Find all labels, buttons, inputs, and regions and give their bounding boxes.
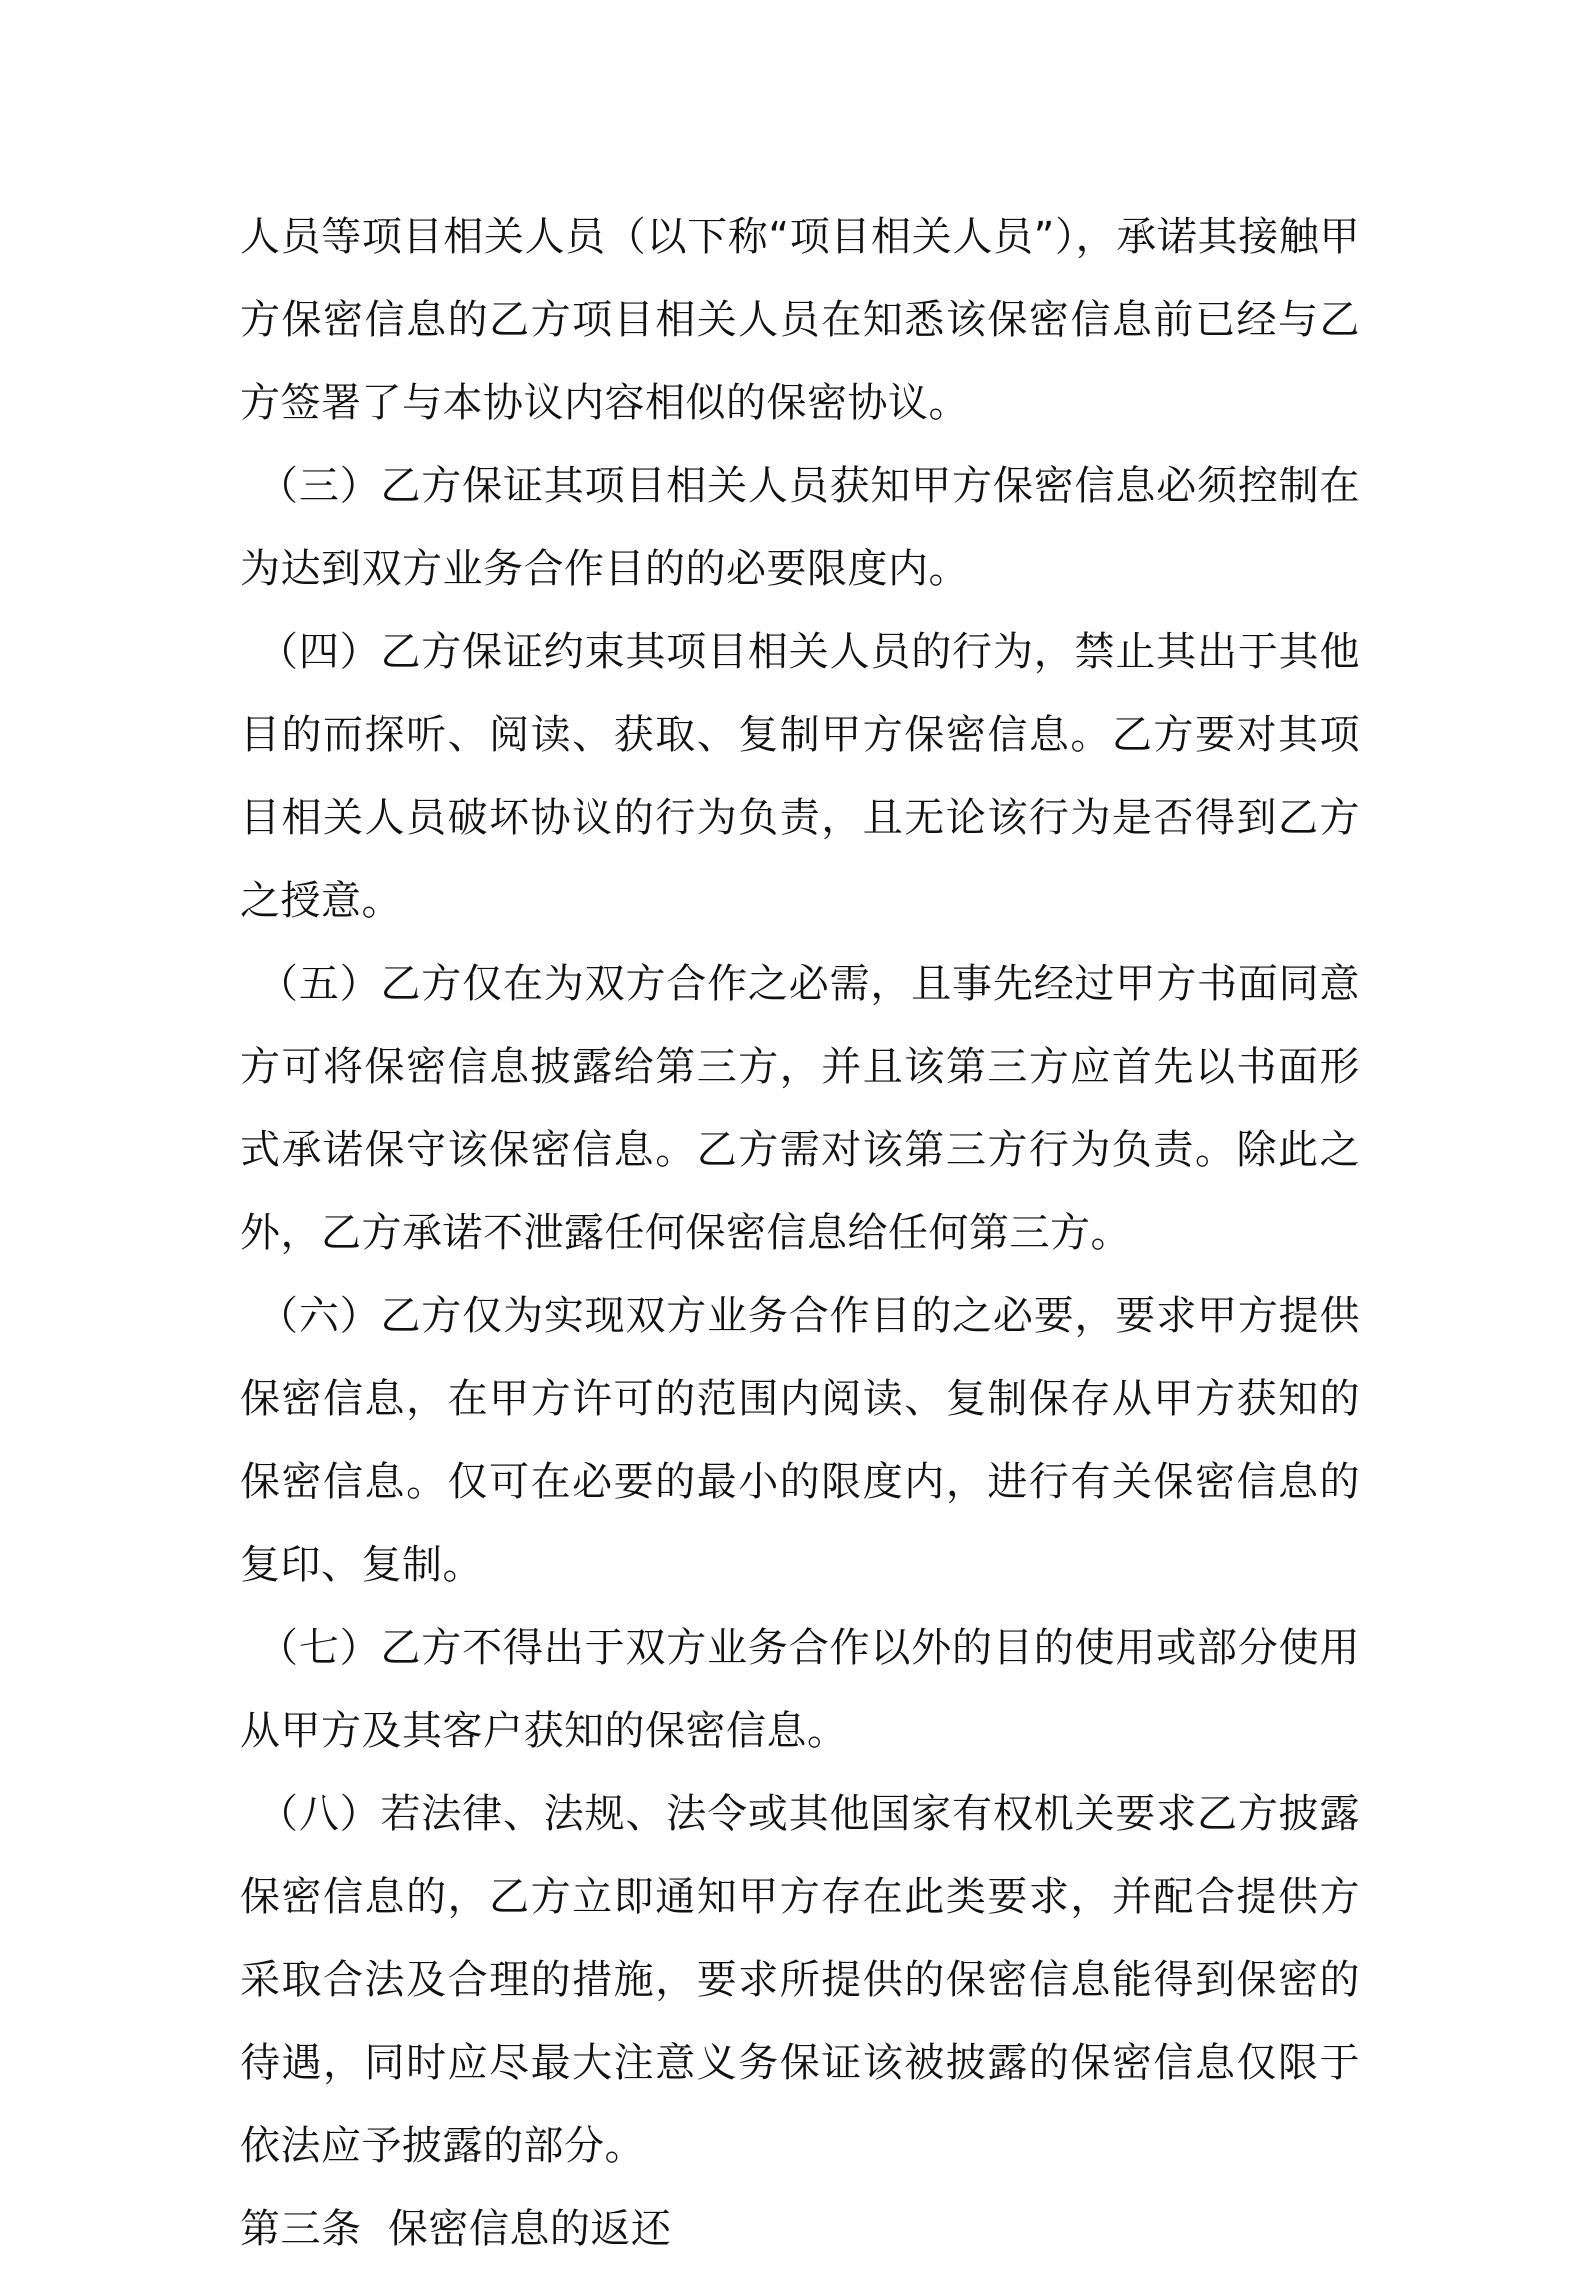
paragraph-clause-4: （四）乙方保证约束其项目相关人员的行为，禁止其出于其他目的而探听、阅读、获取、复制甲方保密信息。乙方要对其项目相关人员破坏协议的行为负责，且无论该行为是否得到乙方之授意。 (240, 629, 1360, 924)
section-heading-article-3: 第三条 保密信息的返还 (240, 2206, 672, 2252)
paragraph-clause-6: （六）乙方仅为实现双方业务合作目的之必要，要求甲方提供保密信息，在甲方许可的范围内阅读、复制保存从甲方获知的保密信息。仅可在必要的最小的限度内，进行有关保密信息的复印、复制。 (240, 1293, 1360, 1588)
paragraph-clause-7: （七）乙方不得出于双方业务合作以外的目的使用或部分使用从甲方及其客户获知的保密信息。 (240, 1625, 1360, 1754)
document-body (240, 196, 1360, 2271)
paragraph-clause-5: （五）乙方仅在为双方合作之必需，且事先经过甲方书面同意方可将保密信息披露给第三方，并且该第三方应首先以书面形式承诺保守该保密信息。乙方需对该第三方行为负责。除此之外，乙方承诺不泄露任何保密信息给任何第三方。 (240, 961, 1360, 1256)
paragraph-clause-8: （八）若法律、法规、法令或其他国家有权机关要求乙方披露保密信息的，乙方立即通知甲方存在此类要求，并配合提供方采取合法及合理的措施，要求所提供的保密信息能得到保密的待遇，同时应尽最大注意义务保证该被披露的保密信息仅限于依法应予披露的部分。 (240, 1791, 1360, 2169)
paragraph-intro: 人员等项目相关人员（以下称“项目相关人员”），承诺其接触甲方保密信息的乙方项目相关人员在知悉该保密信息前已经与乙方签署了与本协议内容相似的保密协议。 (240, 214, 1360, 426)
paragraph-clause-3: （三）乙方保证其项目相关人员获知甲方保密信息必须控制在为达到双方业务合作目的的必要限度内。 (240, 463, 1360, 592)
